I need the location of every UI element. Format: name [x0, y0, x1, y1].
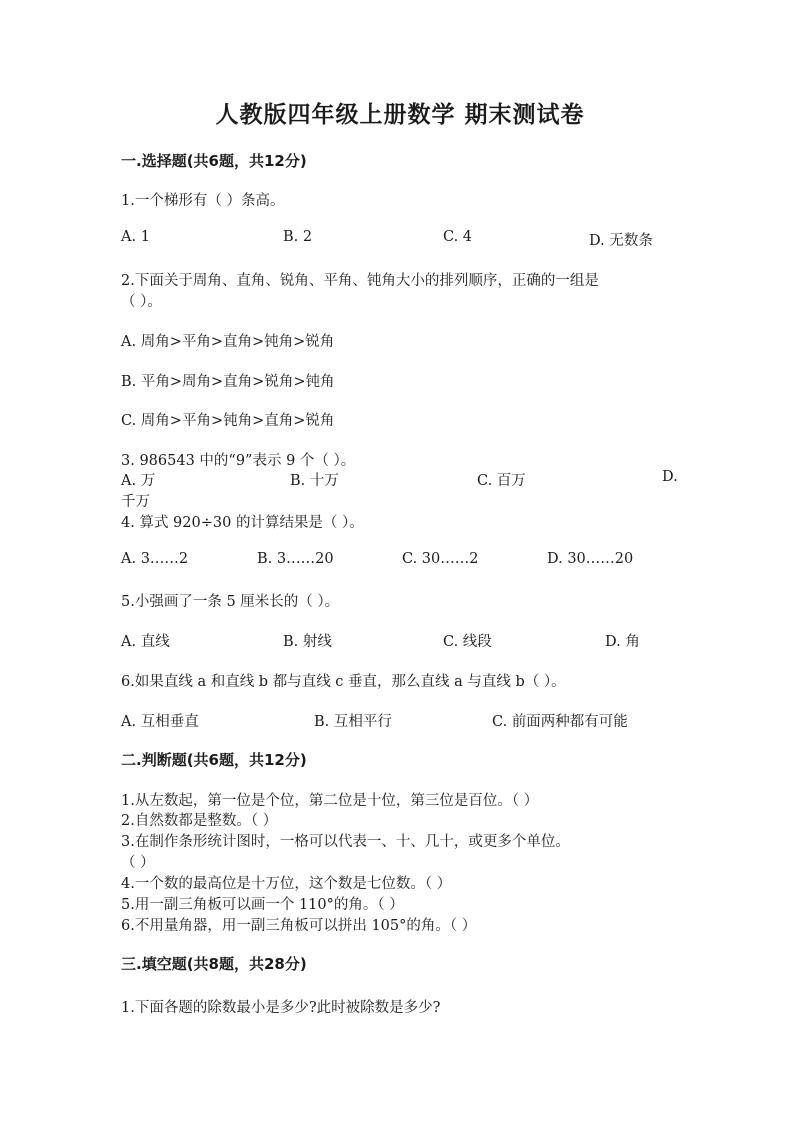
question-stem: 1.一个梯形有（ ）条高。 — [121, 193, 285, 209]
judge-item: 2.自然数都是整数。（ ） — [121, 813, 278, 829]
option-a: A. 直线 — [121, 634, 170, 650]
option-a: A. 周角>平角>直角>钝角>锐角 — [121, 334, 335, 350]
option-b: B. 互相平行 — [314, 714, 392, 730]
judge-item: 6.不用量角器，用一副三角板可以拼出 105°的角。（ ） — [121, 918, 477, 934]
option-c: C. 周角>平角>钝角>直角>锐角 — [121, 413, 335, 429]
judge-item-continuation: （ ） — [121, 855, 155, 871]
option-b: B. 平角>周角>直角>锐角>钝角 — [121, 374, 335, 390]
option-c: C. 百万 — [477, 473, 526, 489]
option-c: C. 线段 — [443, 634, 492, 650]
fill-item: 1.下面各题的除数最小是多少?此时被除数是多少? — [121, 1000, 441, 1016]
option-b: B. 2 — [283, 229, 313, 245]
judge-item: 4.一个数的最高位是十万位，这个数是七位数。（ ） — [121, 876, 452, 892]
option-c: C. 4 — [443, 229, 473, 245]
option-d: D. — [662, 469, 678, 485]
option-a: A. 互相垂直 — [121, 714, 199, 730]
option-d: D. 角 — [605, 634, 640, 650]
section-heading-fill: 三.填空题(共8题，共28分) — [121, 955, 307, 973]
option-b: B. 射线 — [283, 634, 332, 650]
page-title: 人教版四年级上册数学 期末测试卷 — [215, 101, 585, 128]
option-b: B. 3……20 — [257, 551, 334, 567]
question-stem: 3. 986543 中的“9”表示 9 个（ ）。 — [121, 453, 356, 469]
judge-item: 5.用一副三角板可以画一个 110°的角。（ ） — [121, 897, 404, 913]
judge-item: 1.从左数起，第一位是个位，第二位是十位，第三位是百位。（ ） — [121, 793, 539, 809]
option-a: A. 1 — [121, 229, 150, 245]
option-b: B. 十万 — [290, 473, 339, 489]
question-stem: 4. 算式 920÷30 的计算结果是（ ）。 — [121, 515, 364, 531]
option-c: C. 前面两种都有可能 — [492, 714, 628, 730]
section-heading-choice: 一.选择题(共6题，共12分) — [121, 152, 307, 170]
judge-item: 3.在制作条形统计图时，一格可以代表一、十、几十，或更多个单位。 — [121, 834, 570, 850]
option-d-continuation: 千万 — [121, 494, 150, 510]
question-stem: 6.如果直线 a 和直线 b 都与直线 c 垂直，那么直线 a 与直线 b（ ）。 — [121, 674, 566, 690]
section-heading-judge: 二.判断题(共6题，共12分) — [121, 751, 307, 769]
option-d: D. 无数条 — [589, 233, 653, 249]
option-c: C. 30……2 — [402, 551, 479, 567]
option-a: A. 万 — [121, 473, 156, 489]
question-stem-continuation: （ ）。 — [121, 294, 162, 310]
question-stem: 2.下面关于周角、直角、锐角、平角、钝角大小的排列顺序，正确的一组是 — [121, 273, 599, 289]
option-a: A. 3……2 — [121, 551, 189, 567]
question-stem: 5.小强画了一条 5 厘米长的（ ）。 — [121, 594, 340, 610]
option-d: D. 30……20 — [547, 551, 634, 567]
